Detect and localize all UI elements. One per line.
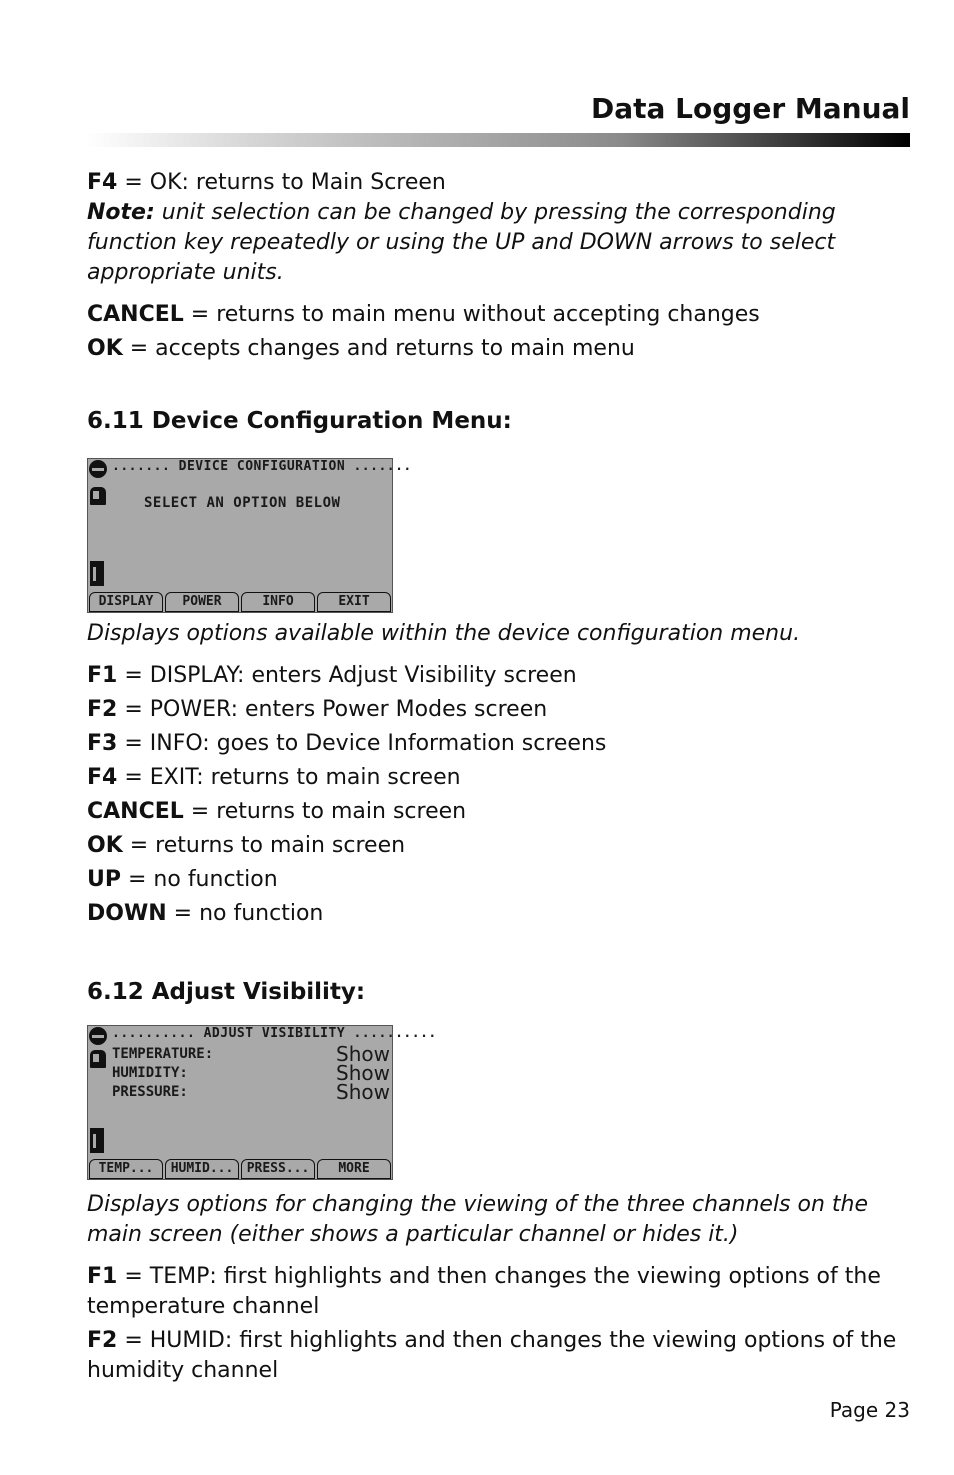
device-configuration-screen [87, 458, 412, 613]
softkey-exit: EXIT [317, 592, 391, 612]
key-list-612 [87, 1262, 909, 1386]
list-item [87, 695, 909, 725]
key-description: = OK: returns to Main Screen [117, 170, 446, 195]
caption-612: Displays options for changing the viewing of the three channels on the main screen (either shows a particular channel or hides it.) [87, 1192, 869, 1247]
row-label: HUMIDITY: [112, 1065, 188, 1081]
key-description: = HUMID: first highlights and then changes the viewing options of the humidity channel [87, 1328, 897, 1383]
key-description: = TEMP: first highlights and then changes the viewing options of the temperature channel [87, 1264, 881, 1319]
key-description: = returns to main screen [183, 799, 467, 824]
key-label: F4 [87, 765, 118, 790]
header-gradient-rule [86, 133, 910, 147]
softkey-display: DISPLAY [89, 592, 163, 612]
key-description: = INFO: goes to Device Information screens [117, 731, 607, 756]
document-title: Data Logger Manual [591, 92, 910, 125]
list-item [87, 661, 909, 691]
battery-icon [90, 1128, 104, 1153]
key-label: F2 [87, 1328, 118, 1353]
key-label: F1 [87, 663, 118, 688]
minus-circle-icon [89, 460, 107, 478]
note-label: Note: [87, 200, 155, 225]
key-description: = EXIT: returns to main screen [117, 765, 461, 790]
section-heading-611: 6.11 Device Configuration Menu: [87, 408, 512, 434]
key-description: = no function [121, 867, 278, 892]
key-description: = returns to main screen [122, 833, 406, 858]
softkey-bar [88, 592, 392, 612]
key-label: F3 [87, 731, 118, 756]
row-label: PRESSURE: [112, 1084, 188, 1100]
adjust-visibility-screen [87, 1025, 437, 1180]
list-item [87, 763, 909, 793]
list-item [87, 899, 909, 929]
intro-note [87, 198, 909, 288]
softkey-temp: TEMP... [89, 1159, 163, 1179]
key-description: = no function [166, 901, 324, 926]
row-value: Show [336, 1080, 390, 1104]
list-item [87, 1326, 909, 1386]
lock-icon [90, 487, 106, 505]
key-label: DOWN [87, 901, 167, 926]
row-value: Show [336, 1042, 390, 1066]
list-item [87, 729, 909, 759]
page-number: Page 23 [829, 1398, 910, 1422]
battery-icon [90, 561, 104, 586]
key-label: UP [87, 867, 121, 892]
screen-title: ....... DEVICE CONFIGURATION ....... [112, 459, 412, 474]
caption-611: Displays options available within the device configuration menu. [87, 621, 801, 646]
note-text: unit selection can be changed by pressing the corresponding function key repeatedly or using the UP and DOWN arrows to select appropriate units. [87, 200, 836, 285]
list-item [87, 831, 909, 861]
softkey-info: INFO [241, 592, 315, 612]
key-label: F2 [87, 697, 118, 722]
key-label: F4 [87, 170, 118, 195]
key-label: OK [87, 336, 123, 361]
lock-icon [90, 1050, 106, 1068]
key-label: F1 [87, 1264, 118, 1289]
intro-f4-line [87, 168, 909, 198]
key-label: CANCEL [87, 799, 184, 824]
page-content [87, 168, 909, 1386]
softkey-bar [88, 1159, 392, 1179]
key-label: OK [87, 833, 123, 858]
key-description: = accepts changes and returns to main menu [122, 336, 635, 361]
screen-message: SELECT AN OPTION BELOW [144, 495, 341, 511]
row-label: TEMPERATURE: [112, 1046, 214, 1062]
key-description: = returns to main menu without accepting changes [183, 302, 760, 327]
softkey-press: PRESS... [241, 1159, 315, 1179]
row-value: Show [336, 1061, 390, 1085]
softkey-power: POWER [165, 592, 239, 612]
key-label: CANCEL [87, 302, 184, 327]
softkey-humid: HUMID... [165, 1159, 239, 1179]
intro-cancel-line [87, 300, 909, 330]
key-description: = DISPLAY: enters Adjust Visibility screen [117, 663, 577, 688]
list-item [87, 865, 909, 895]
list-item [87, 797, 909, 827]
section-heading-612: 6.12 Adjust Visibility: [87, 979, 366, 1005]
softkey-more: MORE [317, 1159, 391, 1179]
key-description: = POWER: enters Power Modes screen [117, 697, 548, 722]
list-item [87, 1262, 909, 1322]
minus-circle-icon [89, 1027, 107, 1045]
key-list-611 [87, 661, 909, 929]
intro-ok-line [87, 334, 909, 364]
screen-title: .......... ADJUST VISIBILITY .......... [112, 1026, 437, 1041]
visibility-row-pressure [112, 1080, 390, 1104]
